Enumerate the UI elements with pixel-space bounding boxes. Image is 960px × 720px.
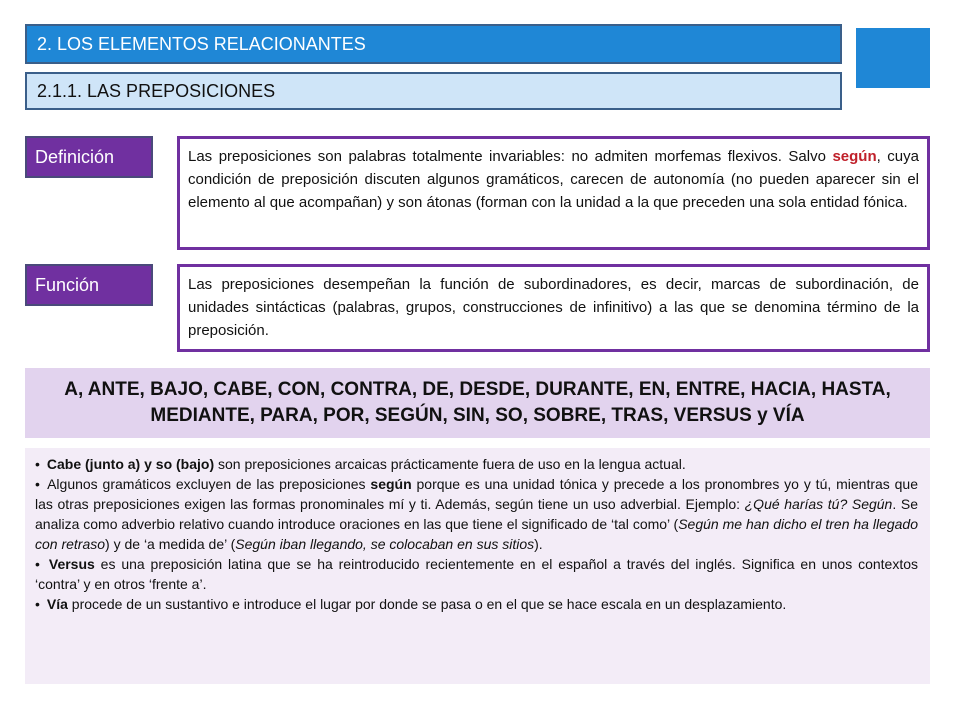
- note-1-text: son preposiciones arcaicas prácticamente fuera de uso en la lengua actual.: [214, 456, 686, 472]
- note-3: [35, 554, 918, 594]
- note-3-bold: Versus: [48, 556, 95, 572]
- definicion-highlight: según: [832, 148, 877, 165]
- definicion-label: [25, 136, 153, 178]
- funcion-label: [25, 264, 153, 306]
- note-2-a: Algunos gramáticos excluyen de las preposiciones: [47, 476, 371, 492]
- bullet-icon: •: [35, 456, 40, 472]
- note-2-c: . Se analiza como adverbio relativo cuando introduce oraciones en las que tiene el significado de ‘tal como’ (: [35, 496, 918, 532]
- note-2-example-2: Según me han dicho el tren ha llegado con retraso: [35, 516, 919, 552]
- definicion-text-2: , cuya condición de preposición discuten algunos gramáticos, carecen de autonomía (no pueden aparecer sin el elemento al que acompañan) y son átonas (forman con la unidad a la que preceden una sola entidad fónica.: [188, 148, 919, 211]
- note-2-example-3: Según iban llegando, se colocaban en sus sitios: [235, 536, 535, 552]
- section-title: [25, 24, 842, 64]
- note-4: [35, 594, 918, 614]
- bullet-icon: •: [35, 476, 40, 492]
- preposition-list-text: A, ANTE, BAJO, CABE, CON, CONTRA, DE, DESDE, DURANTE, EN, ENTRE, HACIA, HASTA, MEDIANTE, PARA, POR, SEGÚN, SIN, SO, SOBRE, TRAS, VERSUS y VÍA: [64, 379, 891, 426]
- note-2: [35, 474, 918, 554]
- funcion-text: Las preposiciones desempeñan la función de subordinadores, es decir, marcas de subordinación, de unidades sintácticas (palabras, grupos, construcciones de infinitivo) a las que se denomina término de la preposición.: [188, 276, 919, 339]
- note-4-text: procede de un sustantivo e introduce el lugar por donde se pasa o en el que se hace escala en un desplazamiento.: [67, 596, 787, 612]
- definicion-box: [177, 136, 930, 250]
- note-2-e: ).: [534, 536, 543, 552]
- section-subtitle-text: 2.1.1. LAS PREPOSICIONES: [37, 80, 276, 101]
- note-3-text: es una preposición latina que se ha reintroducido recientemente en el español a través del inglés. Significa en unos contextos ‘contra’ y en otros ‘frente a’.: [35, 556, 918, 592]
- note-2-example-1: ¿Qué harías tú? Según: [744, 496, 893, 512]
- funcion-label-text: Función: [35, 274, 100, 295]
- note-4-bold: Vía: [46, 596, 68, 612]
- note-2-d: ) y de ‘a medida de’ (: [105, 536, 236, 552]
- definicion-text-1: Las preposiciones son palabras totalmente invariables: no admiten morfemas flexivos. Salvo: [188, 148, 833, 165]
- bullet-icon: •: [35, 556, 40, 572]
- note-1: [35, 454, 918, 474]
- preposition-list: [25, 368, 930, 438]
- note-2-bold: según: [370, 476, 412, 492]
- definicion-label-text: Definición: [35, 146, 115, 167]
- note-2-b: porque es una unidad tónica y precede a los pronombres yo y tú, mientras que las otras preposiciones exigen las formas pronominales mí y ti. Además, según tiene un uso adverbial. Ejemplo:: [35, 476, 918, 512]
- section-title-text: 2. LOS ELEMENTOS RELACIONANTES: [37, 33, 366, 54]
- decorative-square: [856, 28, 930, 88]
- bullet-icon: •: [35, 596, 40, 612]
- section-subtitle: [25, 72, 842, 110]
- note-1-bold: Cabe (junto a) y so (bajo): [46, 456, 215, 472]
- notes-box: [25, 448, 930, 684]
- funcion-box: [177, 264, 930, 352]
